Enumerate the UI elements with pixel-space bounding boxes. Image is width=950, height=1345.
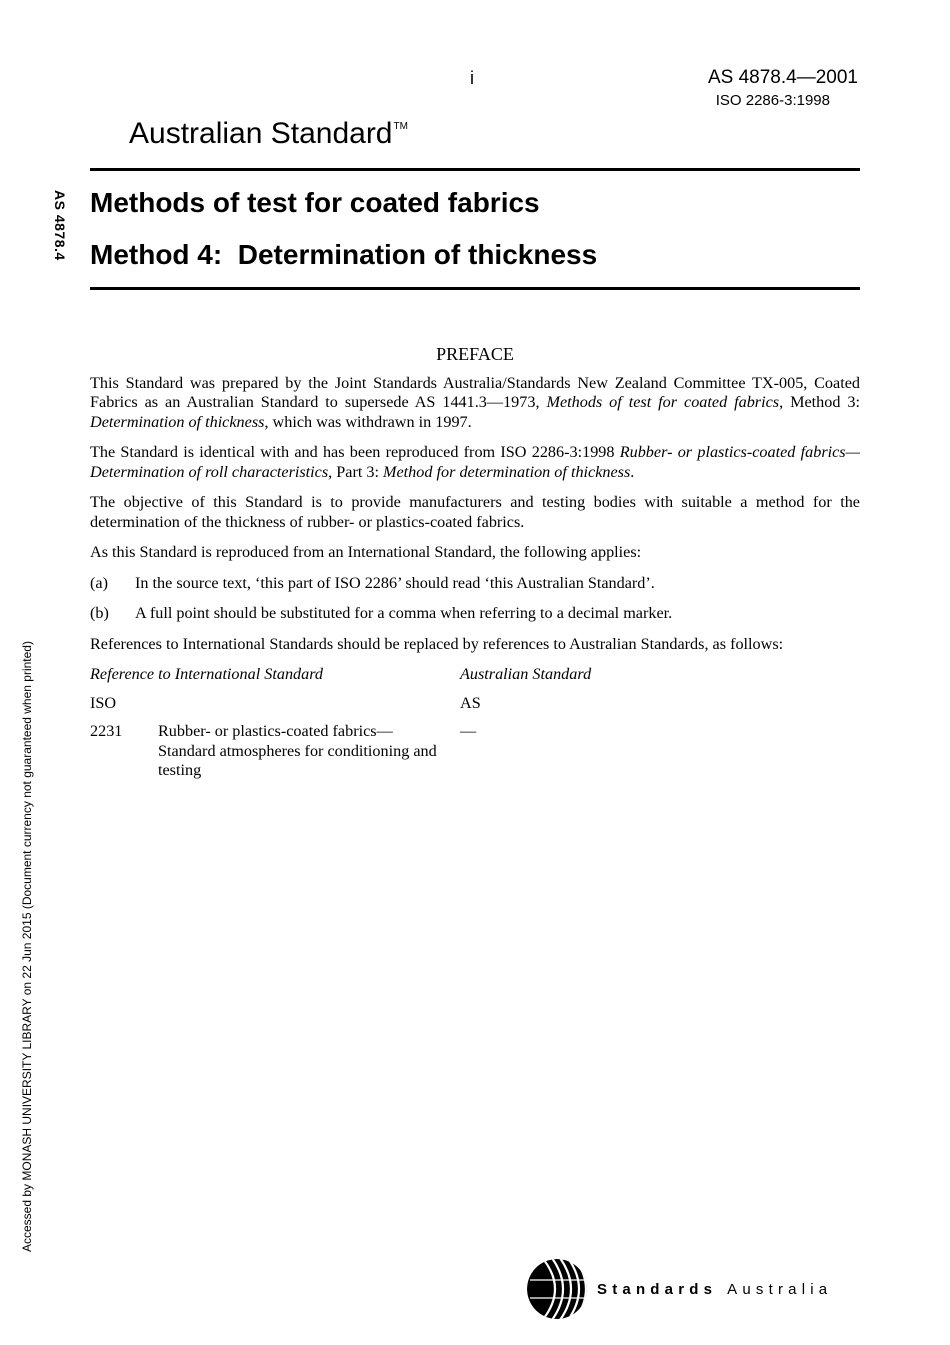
iso-reference-title: Rubber- or plastics-coated fabrics—Standard atmospheres for conditioning and testing bbox=[158, 722, 437, 779]
subheader-iso: ISO bbox=[90, 693, 117, 712]
access-note: Accessed by MONASH UNIVERSITY LIBRARY on 22 Jun 2015 (Document currency not guaranteed when printed) bbox=[20, 641, 34, 1252]
preface-paragraph-4: As this Standard is reproduced from an International Standard, the following applies: bbox=[90, 543, 642, 561]
logo-wordmark bbox=[597, 1281, 832, 1298]
column-header-international: Reference to International Standard bbox=[90, 665, 324, 683]
preface-paragraph-1: This Standard was prepared by the Joint Standards Australia/Standards New Zealand Committee TX-005, Coated Fabrics as an Australian Standard to supersede AS 1441.3—1973, Methods of test for coated fabrics, Method 3: Determination of thickness, which was withdrawn in 1997. bbox=[90, 373, 861, 431]
reference-table bbox=[90, 665, 860, 781]
preface-paragraph-5: References to International Standards should be replaced by references to Australian Standards, as follows: bbox=[90, 634, 784, 653]
document-title: Methods of test for coated fabrics bbox=[90, 187, 540, 218]
iso-reference-number: 2231 bbox=[90, 722, 123, 740]
standard-number: AS 4878.4—2001 bbox=[707, 67, 858, 88]
bottom-rule bbox=[90, 287, 860, 290]
preface-paragraph-3: The objective of this Standard is to provide manufacturers and testing bodies with suitable a method for the determination of the thickness of rubber- or plastics-coated fabrics. bbox=[90, 493, 860, 531]
table-row bbox=[90, 722, 860, 781]
list-item-text: In the source text, ‘this part of ISO 2286’ should read ‘this Australian Standard’. bbox=[135, 573, 655, 592]
logo-word-australia: Australia bbox=[727, 1281, 833, 1298]
logo-word-standards: Standards bbox=[597, 1281, 718, 1298]
document-subtitle: Method 4: Determination of thickness bbox=[90, 239, 598, 270]
standards-australia-logo-icon bbox=[526, 1258, 588, 1320]
top-rule bbox=[90, 168, 860, 171]
side-standard-code: AS 4878.4 bbox=[52, 190, 68, 261]
list-item-label: (b) bbox=[90, 604, 109, 622]
preface-heading: PREFACE bbox=[436, 344, 514, 364]
list-item-label: (a) bbox=[90, 573, 108, 592]
list-item bbox=[90, 574, 860, 594]
page-number: i bbox=[470, 68, 474, 88]
brand-name: Australian Standard bbox=[129, 117, 393, 150]
list-item bbox=[90, 604, 860, 624]
trademark-mark: TM bbox=[393, 121, 408, 132]
iso-number: ISO 2286-3:1998 bbox=[715, 92, 830, 109]
reference-table-header bbox=[90, 665, 860, 685]
preface-paragraph-2: The Standard is identical with and has been reproduced from ISO 2286-3:1998 Rubber- or plastics-coated fabrics—Determination of roll characteristics, Part 3: Method for determination of thickness. bbox=[90, 443, 860, 481]
column-header-australian: Australian Standard bbox=[460, 665, 592, 683]
brand-title bbox=[129, 117, 408, 151]
list-item-text: A full point should be substituted for a comma when referring to a decimal marker. bbox=[135, 604, 673, 622]
as-reference: — bbox=[460, 722, 477, 740]
preface-section bbox=[90, 345, 860, 790]
subheader-as: AS bbox=[460, 693, 481, 712]
reference-table-subheader bbox=[90, 694, 860, 714]
